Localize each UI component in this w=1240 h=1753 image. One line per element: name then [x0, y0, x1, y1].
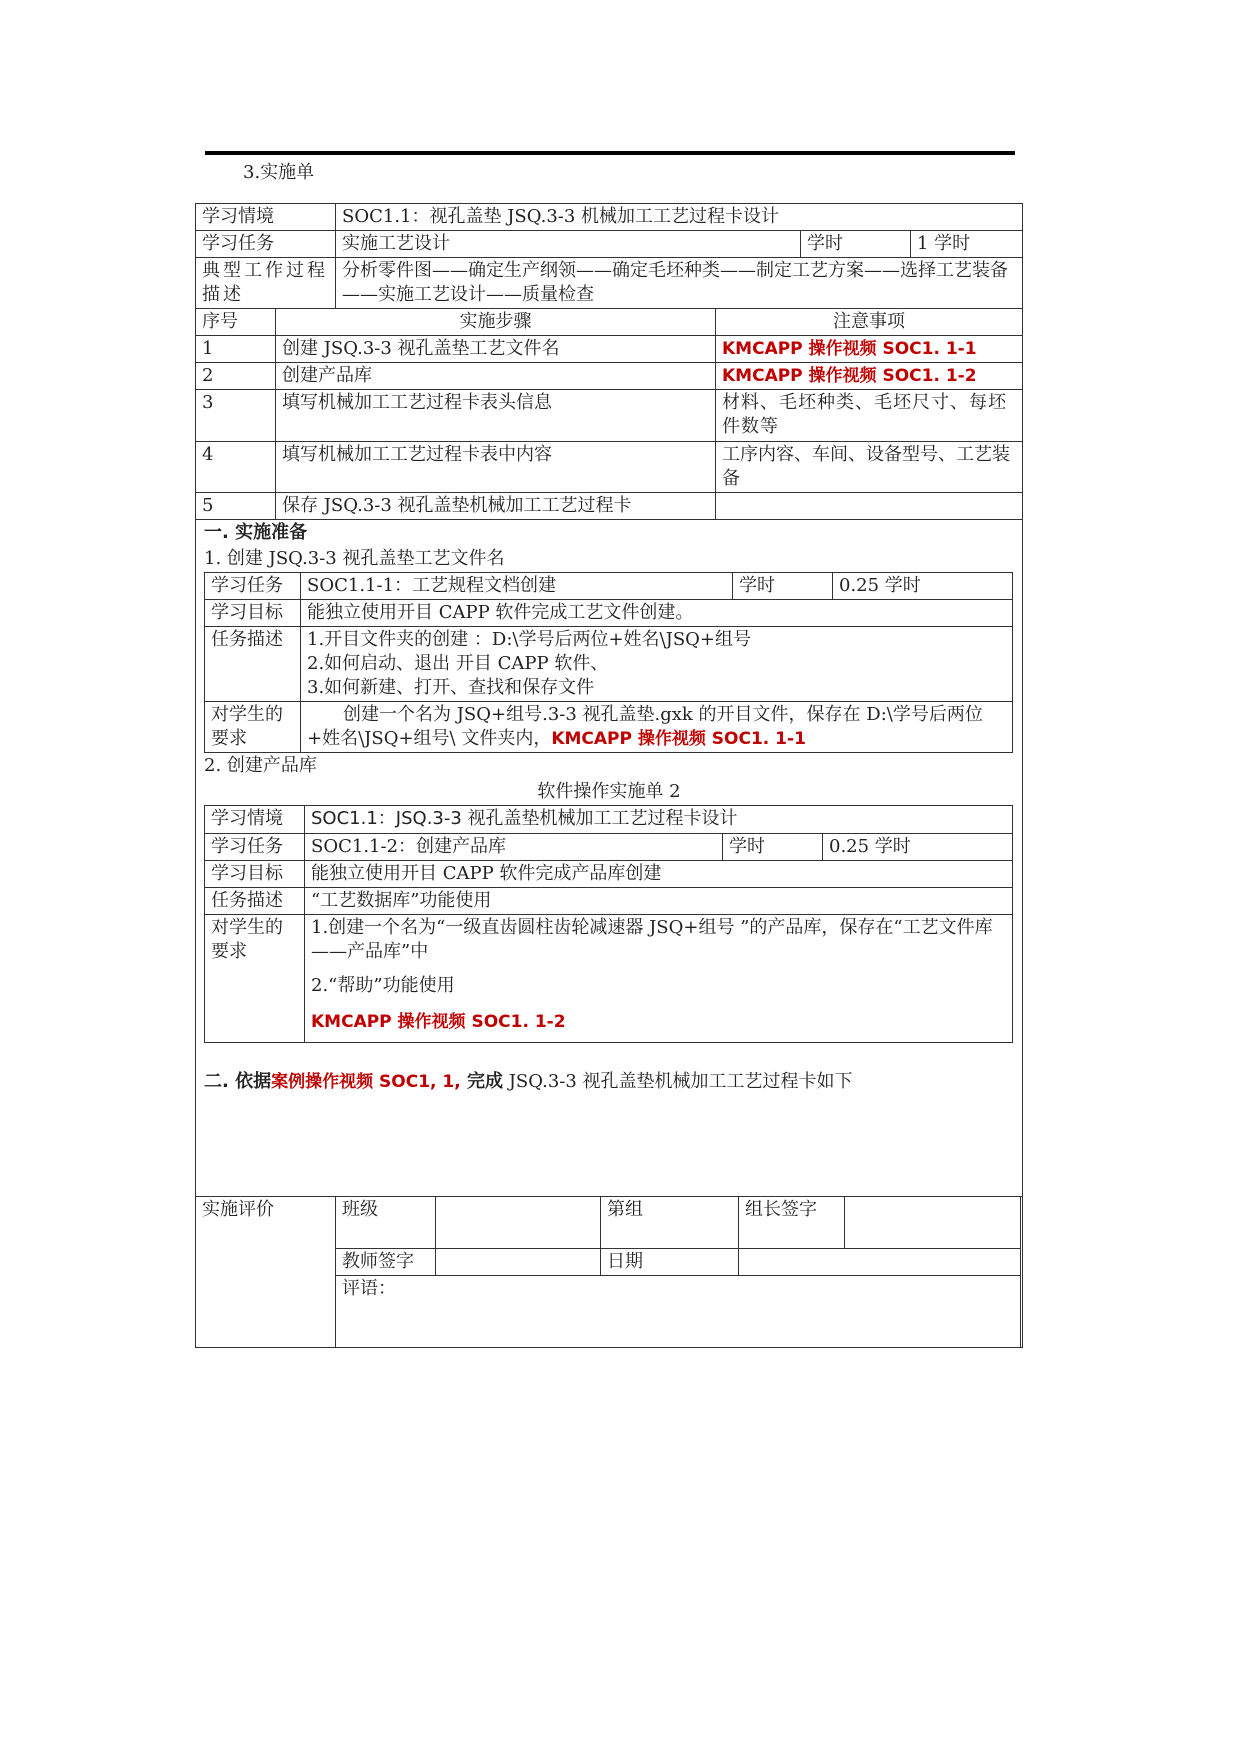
step-note: KMCAPP 操作视频 SOC1. 1-2 [716, 363, 1023, 390]
t1-req-video-link: KMCAPP 操作视频 SOC1. 1-1 [551, 729, 806, 749]
table-row [196, 336, 1023, 363]
section-title: 3.实施单 [243, 162, 315, 183]
t2-hours-value: 0.25 学时 [823, 834, 1013, 861]
t2-hours-label: 学时 [723, 834, 823, 861]
step-no: 2 [196, 363, 276, 390]
col-note-header: 注意事项 [716, 309, 1023, 336]
step-no: 3 [196, 390, 276, 442]
part2-mid: 完成 [460, 1071, 503, 1092]
t2-req-line: 2.“帮助”功能使用 [311, 975, 455, 996]
part2-rest: JSQ.3-3 视孔盖垫机械加工工艺过程卡如下 [502, 1071, 853, 1092]
t1-desc-label: 任务描述 [205, 627, 301, 702]
step-text: 保存 JSQ.3-3 视孔盖垫机械加工工艺过程卡 [276, 493, 716, 520]
step-no: 4 [196, 442, 276, 493]
prep-heading: 一. 实施准备 [204, 522, 308, 543]
t1-hours-value: 0.25 学时 [833, 573, 1013, 600]
col-no-header: 序号 [196, 309, 276, 336]
comment-label: 评语： [336, 1276, 1021, 1348]
table-row [196, 363, 1023, 390]
implementation-sheet [195, 203, 1023, 1348]
t2-task-value: SOC1.1-2：创建产品库 [305, 834, 723, 861]
teacher-sign-label: 教师签字 [336, 1249, 436, 1276]
t1-task-value: SOC1.1-1：工艺规程文档创建 [301, 573, 733, 600]
task-value: 实施工艺设计 [336, 231, 801, 258]
task-table-1 [204, 572, 1013, 753]
part2-line [204, 1069, 1014, 1095]
t1-desc-line: 1.开目文件夹的创建 ：D:\学号后两位+姓名\JSQ+组号 [307, 629, 751, 650]
t1-req-label: 对学生的要求 [205, 702, 301, 753]
prep-item-2: 2. 创建产品库 [204, 755, 317, 776]
t1-hours-label: 学时 [733, 573, 833, 600]
leader-sign-field[interactable] [845, 1197, 1021, 1249]
t2-desc-value: “工艺数据库”功能使用 [305, 888, 1013, 915]
preparation-section [196, 520, 1023, 1197]
process-label: 典型工作过程描述 [196, 258, 336, 309]
class-field[interactable] [436, 1197, 601, 1249]
step-text: 填写机械加工工艺过程卡表中内容 [276, 442, 716, 493]
situation-value: SOC1.1：视孔盖垫 JSQ.3-3 机械加工工艺过程卡设计 [336, 204, 1023, 231]
step-no: 5 [196, 493, 276, 520]
date-label: 日期 [601, 1249, 739, 1276]
date-field[interactable] [739, 1249, 1021, 1276]
process-value: 分析零件图——确定生产纲领——确定毛坯种类——制定工艺方案——选择工艺装备——实施工艺设计——质量检查 [336, 258, 1023, 309]
hours-value: 1 学时 [911, 231, 1023, 258]
step-note: 工序内容、车间、设备型号、工艺装备 [716, 442, 1023, 493]
t1-req-text: 创建一个名为 JSQ+组号.3-3 视孔盖垫.gxk 的开目文件，保存在 D:\学号后两位+姓名\JSQ+组号\ 文件夹内， [307, 704, 983, 749]
table-row [196, 390, 1023, 442]
t2-req-line: 1.创建一个名为“一级直齿圆柱齿轮减速器 JSQ+组号 ”的产品库，保存在“工艺文件库——产品库”中 [311, 917, 993, 962]
table-row [196, 493, 1023, 520]
table-row [196, 442, 1023, 493]
teacher-sign-field[interactable] [436, 1249, 601, 1276]
eval-label: 实施评价 [196, 1197, 336, 1348]
t1-task-label: 学习任务 [205, 573, 301, 600]
step-text: 创建 JSQ.3-3 视孔盖垫工艺文件名 [276, 336, 716, 363]
part2-prefix: 二. 依据 [204, 1071, 272, 1092]
step-note [716, 493, 1023, 520]
step-note: KMCAPP 操作视频 SOC1. 1-1 [716, 336, 1023, 363]
t2-desc-label: 任务描述 [205, 888, 305, 915]
part2-video-link: 案例操作视频 SOC1, 1, [271, 1072, 461, 1092]
t1-desc-line: 2.如何启动、退出 开目 CAPP 软件、 [307, 653, 609, 674]
group-label: 第组 [601, 1197, 739, 1249]
step-text: 创建产品库 [276, 363, 716, 390]
t2-task-label: 学习任务 [205, 834, 305, 861]
hours-label: 学时 [801, 231, 911, 258]
t1-req-value [301, 702, 1013, 753]
step-no: 1 [196, 336, 276, 363]
prep-item-1: 1. 创建 JSQ.3-3 视孔盖垫工艺文件名 [204, 548, 505, 569]
situation-label: 学习情境 [196, 204, 336, 231]
t2-goal-label: 学习目标 [205, 861, 305, 888]
step-text: 填写机械加工工艺过程卡表头信息 [276, 390, 716, 442]
t2-req-label: 对学生的要求 [205, 915, 305, 1043]
sheet2-title: 软件操作实施单 2 [537, 781, 681, 802]
task-label: 学习任务 [196, 231, 336, 258]
leader-sign-label: 组长签字 [739, 1197, 845, 1249]
t1-goal-value: 能独立使用开目 CAPP 软件完成工艺文件创建。 [301, 600, 1013, 627]
t2-req-video-link: KMCAPP 操作视频 SOC1. 1-2 [311, 1012, 566, 1032]
task-table-2 [204, 805, 1013, 1043]
col-step-header: 实施步骤 [276, 309, 716, 336]
t2-situation-value: SOC1.1：JSQ.3-3 视孔盖垫机械加工工艺过程卡设计 [305, 806, 1013, 834]
header-rule [205, 151, 1015, 155]
eval-grid [336, 1197, 1023, 1348]
eval-table [336, 1197, 1022, 1348]
t1-goal-label: 学习目标 [205, 600, 301, 627]
t2-req-value [305, 915, 1013, 1043]
t1-desc-value [301, 627, 1013, 702]
step-note: 材料、毛坯种类、毛坯尺寸、每坯件数等 [716, 390, 1023, 442]
t2-situation-label: 学习情境 [205, 806, 305, 834]
t2-goal-value: 能独立使用开目 CAPP 软件完成产品库创建 [305, 861, 1013, 888]
t1-desc-line: 3.如何新建、打开、查找和保存文件 [307, 677, 595, 698]
class-label: 班级 [336, 1197, 436, 1249]
